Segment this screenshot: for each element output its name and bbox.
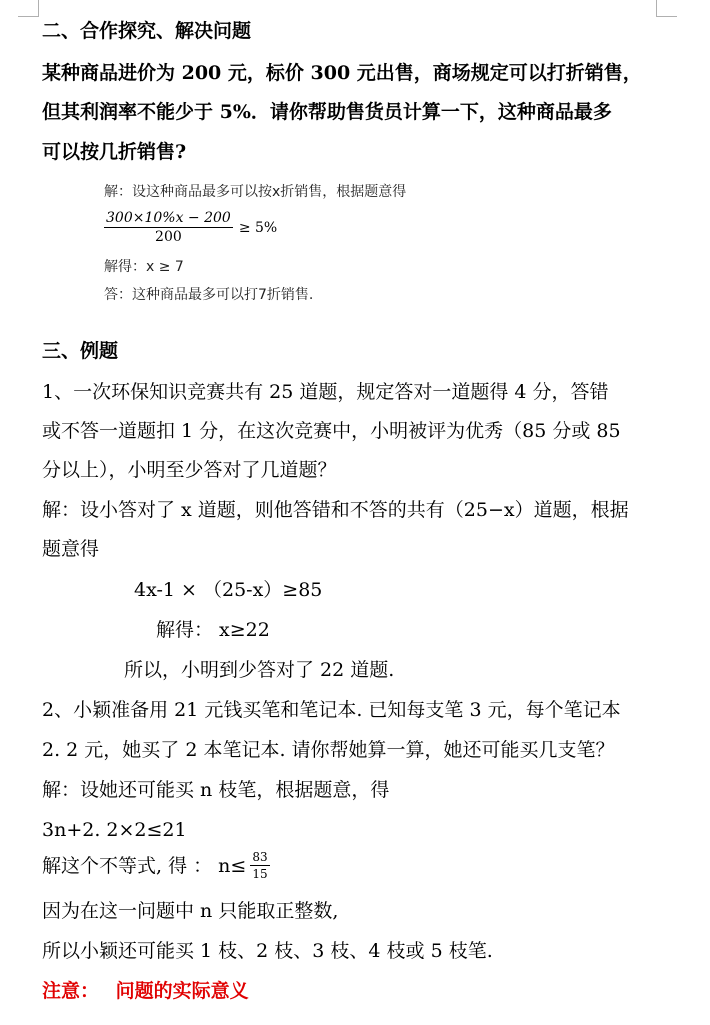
ex1-solution-line-1: 解：设小答对了 x 道题，则他答错和不答的共有（25−x）道题，根据 [42,499,629,521]
section2-heading: 二、合作探究、解决问题 [42,20,252,42]
ex2-fraction-numerator: 83 [252,850,268,864]
ex1-result: 解得： x≥22 [156,619,270,641]
ex1-solution-line-2: 题意得 [42,538,100,560]
ex2-solve-line [42,850,270,881]
inequality-relation: ≥ 5% [238,219,278,236]
ex2-inequality: 3n+2. 2×2≤21 [42,819,187,841]
ex2-reason: 因为在这一问题中 n 只能取正整数, [42,900,339,922]
ex1-equation: 4x-1 × （25-x）≥85 [134,579,323,601]
ex2-text-line-2: 2. 2 元，她买了 2 本笔记本. 请你帮她算一算，她还可能买几支笔？ [42,739,615,761]
ex2-solve-prefix: 解这个不等式, 得 ： n≤ [42,854,247,877]
ex1-answer: 所以，小明到少答对了 22 道题. [124,659,395,681]
ex1-text-line-1: 1、一次环保知识竞赛共有 25 道题，规定答对一道题得 4 分，答错 [42,381,609,403]
ex2-fraction-denominator: 15 [252,867,268,881]
note-line [42,978,249,1004]
note-text: 问题的实际意义 [115,980,249,1002]
page-corner-mark-right [656,0,677,17]
ex2-solution-line-1: 解：设她还可能买 n 枝笔，根据题意，得 [42,779,390,801]
page-corner-mark-left [18,0,39,17]
solution-line-4: 答：这种商品最多可以打7折销售. [104,287,314,303]
problem-line-1: 某种商品进价为 200 元，标价 300 元出售，商场规定可以打折销售， [42,62,642,84]
ex2-fraction [250,850,269,881]
fraction-numerator: 300×10%x − 200 [106,210,231,226]
ex2-conclusion: 所以小颖还可能买 1 枝、2 枝、3 枝、4 枝或 5 枝笔. [42,940,493,962]
problem-line-3: 可以按几折销售? [42,141,187,163]
ex2-text-line-1: 2、小颖准备用 21 元钱买笔和笔记本. 已知每支笔 3 元，每个笔记本 [42,699,621,721]
fraction [104,210,233,245]
solution-inequality [104,210,277,245]
solution-line-1: 解：设这种商品最多可以按x折销售，根据题意得 [104,184,407,200]
ex1-text-line-3: 分以上），小明至少答对了几道题？ [42,459,337,481]
section3-heading: 三、例题 [42,340,119,362]
solution-line-3: 解得：x ≥ 7 [104,259,184,275]
problem-line-2: 但其利润率不能少于 5%．请你帮助售货员计算一下，这种商品最多 [42,101,612,123]
note-label: 注意： [42,980,100,1002]
ex1-text-line-2: 或不答一道题扣 1 分，在这次竞赛中，小明被评为优秀（85 分或 85 [42,420,621,442]
fraction-denominator: 200 [155,229,182,245]
